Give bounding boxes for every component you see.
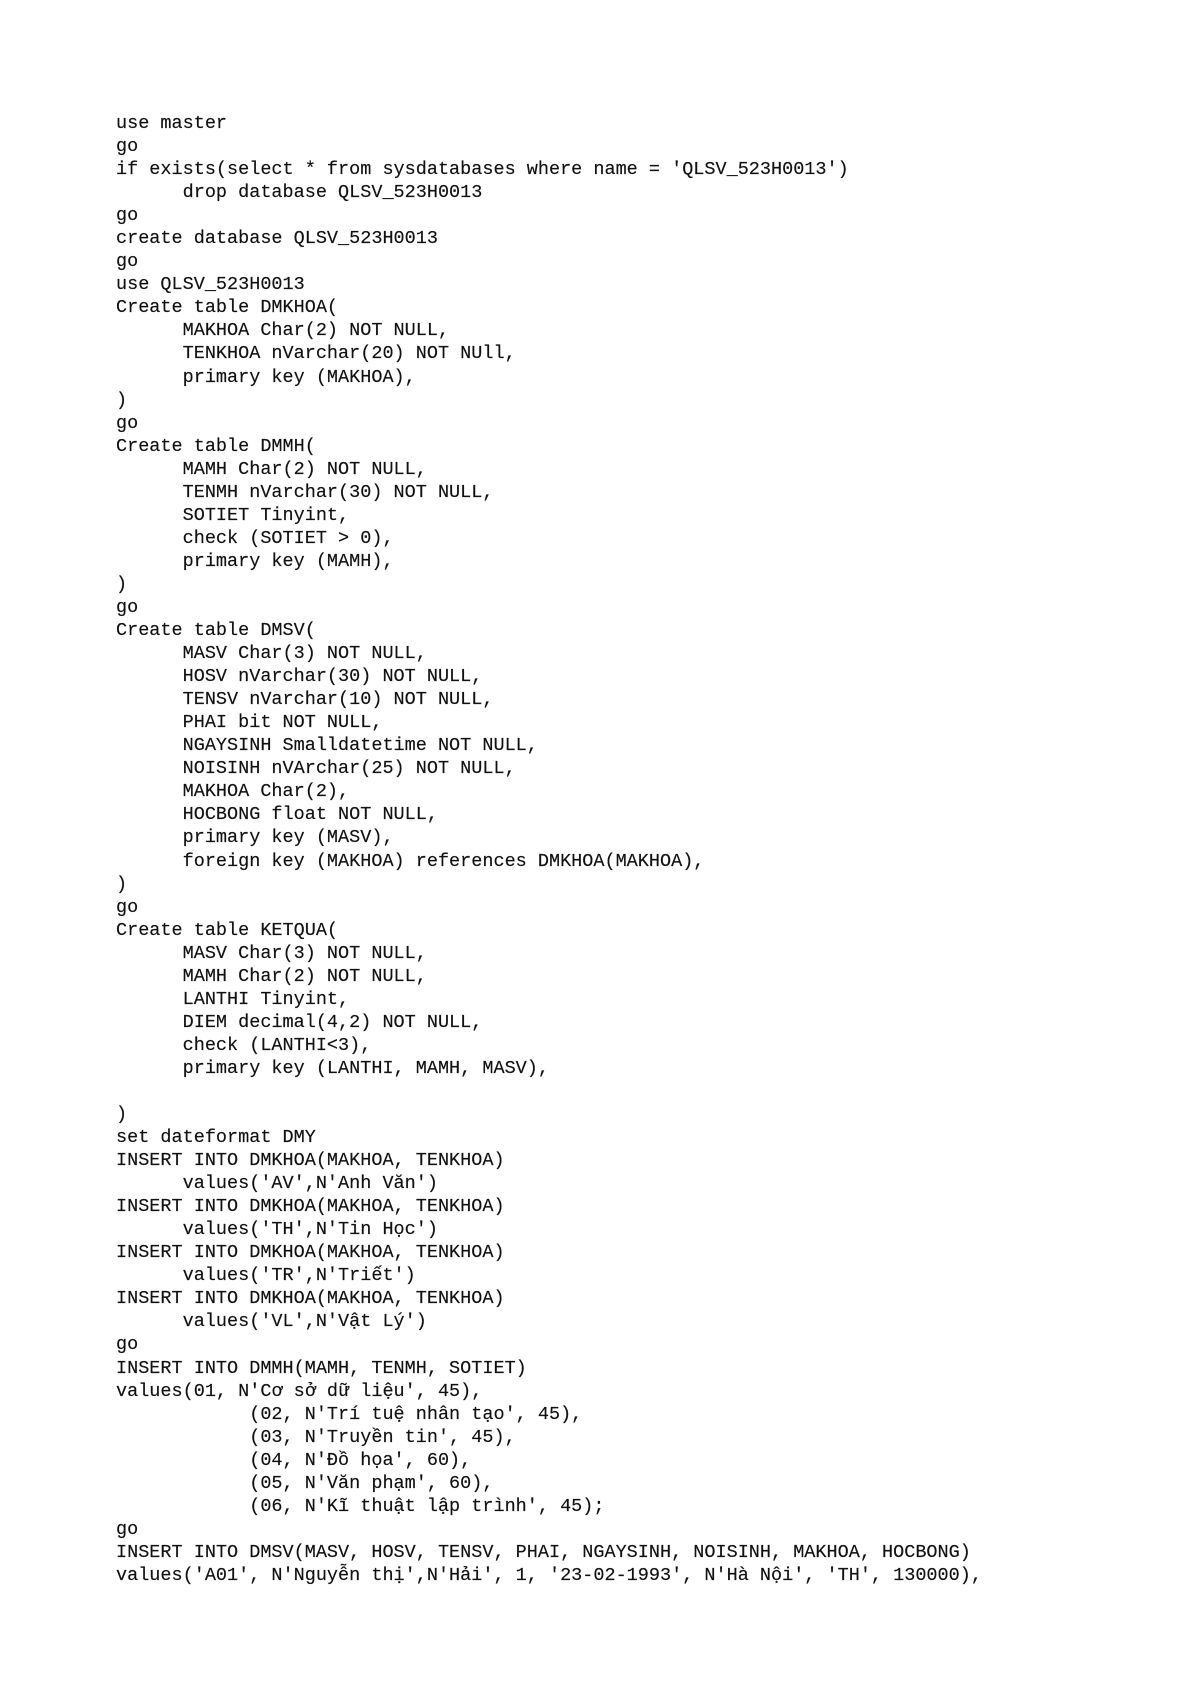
code-line: (04, N'Đồ họa', 60),: [116, 1449, 472, 1471]
code-line: ): [116, 1104, 128, 1126]
code-line: PHAI bit NOT NULL,: [116, 712, 383, 734]
code-line: Create table DMMH(: [116, 435, 316, 457]
code-line: SOTIET Tinyint,: [116, 504, 350, 526]
code-line: primary key (MASV),: [116, 827, 394, 849]
code-line: MAMH Char(2) NOT NULL,: [116, 458, 427, 480]
code-line: go: [116, 1334, 139, 1356]
code-line: INSERT INTO DMKHOA(MAKHOA, TENKHOA): [116, 1196, 505, 1218]
code-line: Create table DMSV(: [116, 620, 316, 642]
code-line: values('TH',N'Tin Học'): [116, 1219, 438, 1241]
code-line: TENSV nVarchar(10) NOT NULL,: [116, 689, 494, 711]
code-line: ): [116, 873, 128, 895]
code-line: go: [116, 596, 139, 618]
code-line: primary key (MAMH),: [116, 550, 394, 572]
code-line: primary key (LANTHI, MAMH, MASV),: [116, 1057, 549, 1079]
code-line: INSERT INTO DMKHOA(MAKHOA, TENKHOA): [116, 1288, 505, 1310]
code-line: values(01, N'Cơ sở dữ liệu', 45),: [116, 1380, 483, 1402]
code-line: values('VL',N'Vật Lý'): [116, 1311, 427, 1333]
code-line: ): [116, 389, 128, 411]
code-line: [116, 1080, 1176, 1103]
sql-code-block: [116, 112, 1176, 1587]
code-line: INSERT INTO DMSV(MASV, HOSV, TENSV, PHAI, NGAYSINH, NOISINH, MAKHOA, HOCBONG): [116, 1541, 971, 1563]
code-line: MASV Char(3) NOT NULL,: [116, 643, 427, 665]
code-line: (05, N'Văn phạm', 60),: [116, 1472, 494, 1494]
code-line: go: [116, 896, 139, 918]
code-line: drop database QLSV_523H0013: [116, 182, 483, 204]
code-line: MAKHOA Char(2) NOT NULL,: [116, 320, 450, 342]
code-line: go: [116, 412, 139, 434]
code-line: primary key (MAKHOA),: [116, 366, 416, 388]
code-line: go: [116, 251, 139, 273]
code-line: DIEM decimal(4,2) NOT NULL,: [116, 1011, 483, 1033]
code-line: (06, N'Kĩ thuật lập trình', 45);: [116, 1495, 605, 1517]
code-line: HOCBONG float NOT NULL,: [116, 804, 438, 826]
code-line: NGAYSINH Smalldatetime NOT NULL,: [116, 735, 538, 757]
code-line: go: [116, 1518, 139, 1540]
code-line: values('A01', N'Nguyễn thị',N'Hải', 1, '23-02-1993', N'Hà Nội', 'TH', 130000),: [116, 1564, 982, 1586]
code-line: create database QLSV_523H0013: [116, 228, 438, 250]
code-line: ): [116, 573, 128, 595]
code-line: go: [116, 136, 139, 158]
code-line: (03, N'Truyền tin', 45),: [116, 1426, 516, 1448]
code-line: check (LANTHI<3),: [116, 1034, 372, 1056]
code-line: INSERT INTO DMKHOA(MAKHOA, TENKHOA): [116, 1242, 505, 1264]
code-line: Create table DMKHOA(: [116, 297, 339, 319]
code-line: MAMH Char(2) NOT NULL,: [116, 965, 427, 987]
code-line: Create table KETQUA(: [116, 919, 339, 941]
code-line: MASV Char(3) NOT NULL,: [116, 942, 427, 964]
code-line: foreign key (MAKHOA) references DMKHOA(MAKHOA),: [116, 850, 705, 872]
code-line: MAKHOA Char(2),: [116, 781, 350, 803]
code-line: HOSV nVarchar(30) NOT NULL,: [116, 666, 483, 688]
code-line: TENMH nVarchar(30) NOT NULL,: [116, 481, 494, 503]
code-line: INSERT INTO DMKHOA(MAKHOA, TENKHOA): [116, 1150, 505, 1172]
code-line: values('AV',N'Anh Văn'): [116, 1173, 438, 1195]
code-line: LANTHI Tinyint,: [116, 988, 350, 1010]
code-line: values('TR',N'Triết'): [116, 1265, 416, 1287]
code-line: check (SOTIET > 0),: [116, 527, 394, 549]
code-line: INSERT INTO DMMH(MAMH, TENMH, SOTIET): [116, 1357, 527, 1379]
code-line: (02, N'Trí tuệ nhân tạo', 45),: [116, 1403, 583, 1425]
code-line: NOISINH nVArchar(25) NOT NULL,: [116, 758, 516, 780]
code-line: go: [116, 205, 139, 227]
code-line: if exists(select * from sysdatabases where name = 'QLSV_523H0013'): [116, 159, 849, 181]
code-line: set dateformat DMY: [116, 1127, 316, 1149]
code-line: use master: [116, 113, 228, 134]
code-line: use QLSV_523H0013: [116, 274, 305, 296]
code-line: TENKHOA nVarchar(20) NOT NUll,: [116, 343, 516, 365]
